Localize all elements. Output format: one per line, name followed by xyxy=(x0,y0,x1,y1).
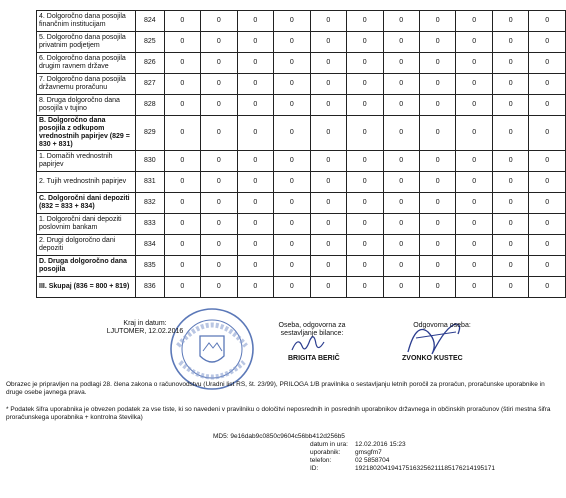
row-value: 0 xyxy=(274,74,310,95)
official-stamp xyxy=(168,306,256,392)
row-value: 0 xyxy=(383,214,419,235)
row-value: 0 xyxy=(274,32,310,53)
row-value: 0 xyxy=(383,95,419,116)
row-label: 4. Dolgoročno dana posojila finančnim institucijam xyxy=(37,11,136,32)
row-value: 0 xyxy=(201,193,237,214)
row-value: 0 xyxy=(164,214,200,235)
row-value: 0 xyxy=(419,116,455,151)
row-value: 0 xyxy=(492,172,528,193)
row-value: 0 xyxy=(492,151,528,172)
table-row xyxy=(37,95,566,116)
row-value: 0 xyxy=(529,53,566,74)
row-value: 0 xyxy=(237,53,273,74)
responsible-label: Oseba, odgovorna za xyxy=(278,322,346,329)
row-label: 5. Dolgoročno dana posojila privatnim podjetjem xyxy=(37,32,136,53)
row-code: 829 xyxy=(136,116,164,151)
row-value: 0 xyxy=(274,172,310,193)
row-label: D. Druga dolgoročno dana posojila xyxy=(37,256,136,277)
row-value: 0 xyxy=(237,172,273,193)
md5-line: MD5: 9e16dab9c0850c9604c56bb412d256b5 xyxy=(213,433,345,440)
row-value: 0 xyxy=(310,151,346,172)
row-value: 0 xyxy=(383,277,419,298)
row-value: 0 xyxy=(310,172,346,193)
row-value: 0 xyxy=(310,32,346,53)
table-row xyxy=(37,116,566,151)
row-value: 0 xyxy=(529,235,566,256)
row-value: 0 xyxy=(456,235,492,256)
row-value: 0 xyxy=(492,74,528,95)
row-value: 0 xyxy=(492,11,528,32)
table-row xyxy=(37,74,566,95)
row-value: 0 xyxy=(347,193,383,214)
row-value: 0 xyxy=(347,235,383,256)
row-value: 0 xyxy=(237,214,273,235)
row-value: 0 xyxy=(274,151,310,172)
row-value: 0 xyxy=(383,53,419,74)
row-value: 0 xyxy=(164,74,200,95)
row-value: 0 xyxy=(201,256,237,277)
row-value: 0 xyxy=(237,74,273,95)
row-code: 825 xyxy=(136,32,164,53)
row-value: 0 xyxy=(492,95,528,116)
row-value: 0 xyxy=(201,116,237,151)
row-value: 0 xyxy=(492,214,528,235)
row-value: 0 xyxy=(274,193,310,214)
row-value: 0 xyxy=(529,193,566,214)
row-value: 0 xyxy=(456,256,492,277)
row-value: 0 xyxy=(383,116,419,151)
row-value: 0 xyxy=(383,32,419,53)
row-value: 0 xyxy=(347,74,383,95)
row-code: 833 xyxy=(136,214,164,235)
row-value: 0 xyxy=(529,277,566,298)
table-row xyxy=(37,53,566,74)
row-value: 0 xyxy=(529,172,566,193)
row-value: 0 xyxy=(237,95,273,116)
row-value: 0 xyxy=(456,53,492,74)
row-value: 0 xyxy=(201,172,237,193)
row-value: 0 xyxy=(237,193,273,214)
row-value: 0 xyxy=(237,235,273,256)
row-value: 0 xyxy=(347,256,383,277)
row-value: 0 xyxy=(201,277,237,298)
row-value: 0 xyxy=(529,11,566,32)
row-value: 0 xyxy=(383,193,419,214)
row-value: 0 xyxy=(274,53,310,74)
row-value: 0 xyxy=(419,53,455,74)
row-value: 0 xyxy=(419,74,455,95)
table-row xyxy=(37,214,566,235)
row-value: 0 xyxy=(164,32,200,53)
row-value: 0 xyxy=(419,32,455,53)
row-label: C. Dolgoročni dani depoziti (832 = 833 + 834) xyxy=(37,193,136,214)
row-value: 0 xyxy=(164,11,200,32)
meta-date-label: datum in ura: xyxy=(310,441,348,448)
row-code: 834 xyxy=(136,235,164,256)
table-row xyxy=(37,277,566,298)
row-value: 0 xyxy=(164,235,200,256)
row-label: B. Dolgoročno dana posojila z odkupom vrednostnih papirjev (829 = 830 + 831) xyxy=(37,116,136,151)
row-value: 0 xyxy=(237,116,273,151)
row-value: 0 xyxy=(274,277,310,298)
row-value: 0 xyxy=(529,214,566,235)
row-label: 2. Drugi dolgoročno dani depoziti xyxy=(37,235,136,256)
row-value: 0 xyxy=(310,277,346,298)
row-label: 1. Dolgoročni dani depoziti poslovnim bankam xyxy=(37,214,136,235)
row-value: 0 xyxy=(201,74,237,95)
row-code: 824 xyxy=(136,11,164,32)
head-label: Odgovorna oseba: xyxy=(413,322,471,329)
row-value: 0 xyxy=(274,11,310,32)
row-value: 0 xyxy=(347,277,383,298)
row-value: 0 xyxy=(383,74,419,95)
row-value: 0 xyxy=(201,53,237,74)
row-value: 0 xyxy=(310,11,346,32)
head-name: ZVONKO KUSTEC xyxy=(402,355,463,362)
row-value: 0 xyxy=(347,95,383,116)
meta-user-label: uporabnik: xyxy=(310,449,341,456)
row-value: 0 xyxy=(456,172,492,193)
row-label: 6. Dolgoročno dana posojila drugim ravnem države xyxy=(37,53,136,74)
row-value: 0 xyxy=(492,256,528,277)
row-value: 0 xyxy=(310,116,346,151)
row-value: 0 xyxy=(237,151,273,172)
row-value: 0 xyxy=(419,277,455,298)
row-value: 0 xyxy=(419,95,455,116)
row-value: 0 xyxy=(529,74,566,95)
row-value: 0 xyxy=(419,193,455,214)
row-value: 0 xyxy=(310,214,346,235)
row-value: 0 xyxy=(456,32,492,53)
row-value: 0 xyxy=(310,53,346,74)
row-value: 0 xyxy=(456,193,492,214)
row-value: 0 xyxy=(347,53,383,74)
row-value: 0 xyxy=(347,151,383,172)
row-value: 0 xyxy=(164,277,200,298)
row-label: III. Skupaj (836 = 800 + 819) xyxy=(37,277,136,298)
row-label: 1. Domačih vrednostnih papirjev xyxy=(37,151,136,172)
row-value: 0 xyxy=(237,32,273,53)
row-value: 0 xyxy=(347,116,383,151)
row-value: 0 xyxy=(383,235,419,256)
row-value: 0 xyxy=(529,32,566,53)
row-value: 0 xyxy=(347,172,383,193)
meta-id-value: 192180204194175163256211185176214195171 xyxy=(355,465,496,472)
row-value: 0 xyxy=(492,277,528,298)
row-code: 826 xyxy=(136,53,164,74)
row-value: 0 xyxy=(347,11,383,32)
row-value: 0 xyxy=(201,151,237,172)
row-value: 0 xyxy=(310,235,346,256)
row-value: 0 xyxy=(419,214,455,235)
place-date-label: Kraj in datum: xyxy=(123,320,167,327)
row-value: 0 xyxy=(347,32,383,53)
meta-user-value: gmsgfm7 xyxy=(355,449,382,456)
row-value: 0 xyxy=(237,256,273,277)
row-value: 0 xyxy=(164,116,200,151)
row-value: 0 xyxy=(456,214,492,235)
row-value: 0 xyxy=(201,214,237,235)
row-value: 0 xyxy=(456,11,492,32)
row-value: 0 xyxy=(529,95,566,116)
responsible-name: BRIGITA BERIČ xyxy=(288,355,340,362)
row-code: 836 xyxy=(136,277,164,298)
responsible-label-2: sestavljanje bilance: xyxy=(280,330,344,337)
row-value: 0 xyxy=(237,11,273,32)
row-value: 0 xyxy=(419,151,455,172)
row-value: 0 xyxy=(310,95,346,116)
row-value: 0 xyxy=(383,151,419,172)
row-value: 0 xyxy=(164,151,200,172)
table-row xyxy=(37,32,566,53)
row-value: 0 xyxy=(456,95,492,116)
footnote: * Podatek šifra uporabnika je obvezen podatek za vse tiste, ki so navedeni v pravilniku o določitvi neposrednih in posrednih uporabnikov državnega in občinskih proračunov (štiri mestna šifra proračunskega uporabnika + kontrolna številka) xyxy=(6,406,551,421)
row-value: 0 xyxy=(529,116,566,151)
row-label: 2. Tujih vrednostnih papirjev xyxy=(37,172,136,193)
row-code: 831 xyxy=(136,172,164,193)
table-row xyxy=(37,256,566,277)
report-table xyxy=(36,10,566,298)
row-value: 0 xyxy=(529,256,566,277)
row-value: 0 xyxy=(310,256,346,277)
row-value: 0 xyxy=(310,193,346,214)
row-value: 0 xyxy=(492,32,528,53)
row-value: 0 xyxy=(164,256,200,277)
table-row xyxy=(37,193,566,214)
table-row xyxy=(37,11,566,32)
row-code: 830 xyxy=(136,151,164,172)
row-label: 7. Dolgoročno dana posojila državnemu proračunu xyxy=(37,74,136,95)
row-value: 0 xyxy=(419,11,455,32)
row-value: 0 xyxy=(383,256,419,277)
row-value: 0 xyxy=(383,11,419,32)
row-value: 0 xyxy=(274,214,310,235)
row-value: 0 xyxy=(201,95,237,116)
row-value: 0 xyxy=(201,235,237,256)
row-value: 0 xyxy=(492,116,528,151)
row-value: 0 xyxy=(164,53,200,74)
row-value: 0 xyxy=(419,256,455,277)
row-value: 0 xyxy=(310,74,346,95)
meta-phone-label: telefon: xyxy=(310,457,332,464)
row-code: 828 xyxy=(136,95,164,116)
row-value: 0 xyxy=(164,172,200,193)
row-value: 0 xyxy=(274,235,310,256)
legal-note: Obrazec je pripravljen na podlagi 28. člena zakona o računovodstvu (Uradni list RS, št. 23/99), PRILOGA 1/B pravilnika o sestavljanju letnih poročil za proračun, proračunske uporabnike in druge osebe javnega prava. xyxy=(6,381,545,396)
row-value: 0 xyxy=(237,277,273,298)
row-value: 0 xyxy=(164,95,200,116)
row-value: 0 xyxy=(419,235,455,256)
row-value: 0 xyxy=(274,116,310,151)
row-value: 0 xyxy=(274,95,310,116)
table-row xyxy=(37,172,566,193)
meta-date-value: 12.02.2016 15:23 xyxy=(355,441,406,448)
row-value: 0 xyxy=(201,11,237,32)
row-value: 0 xyxy=(274,256,310,277)
meta-phone-value: 02 5858704 xyxy=(355,457,390,464)
row-value: 0 xyxy=(419,172,455,193)
row-label: 8. Druga dolgoročno dana posojila v tujino xyxy=(37,95,136,116)
table-row xyxy=(37,151,566,172)
table-row xyxy=(37,235,566,256)
row-value: 0 xyxy=(347,214,383,235)
row-value: 0 xyxy=(456,277,492,298)
row-value: 0 xyxy=(201,32,237,53)
row-value: 0 xyxy=(383,172,419,193)
meta-id-label: ID: xyxy=(310,465,319,472)
row-code: 835 xyxy=(136,256,164,277)
place-date-value: LJUTOMER, 12.02.2016 xyxy=(106,328,184,335)
row-value: 0 xyxy=(456,151,492,172)
row-code: 827 xyxy=(136,74,164,95)
row-value: 0 xyxy=(456,116,492,151)
row-code: 832 xyxy=(136,193,164,214)
row-value: 0 xyxy=(164,193,200,214)
row-value: 0 xyxy=(492,193,528,214)
row-value: 0 xyxy=(492,235,528,256)
row-value: 0 xyxy=(529,151,566,172)
row-value: 0 xyxy=(492,53,528,74)
row-value: 0 xyxy=(456,74,492,95)
